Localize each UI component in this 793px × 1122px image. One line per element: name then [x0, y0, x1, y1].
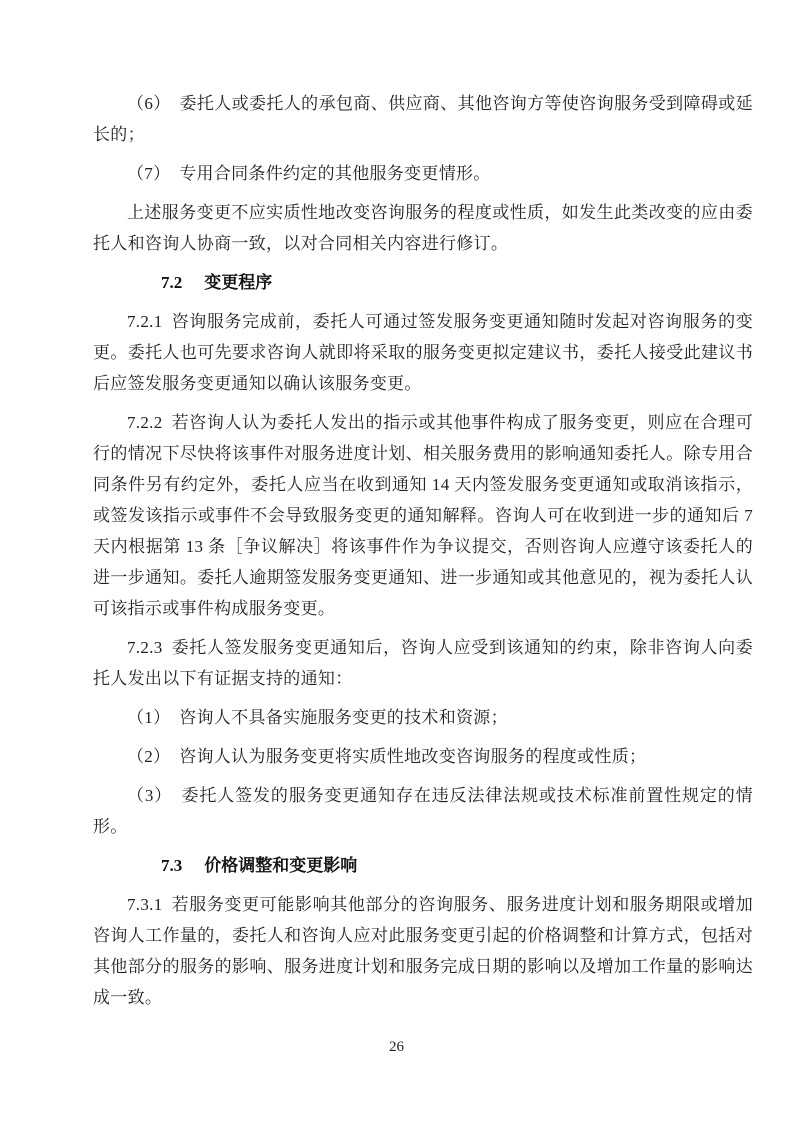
paragraph-7-3-1: 7.3.1 若服务变更可能影响其他部分的咨询服务、服务进度计划和服务期限或增加咨询人工作量的，委托人和咨询人应对此服务变更引起的价格调整和计算方式，包括对其他部分的服务的影响、服务进度计划和服务完成日期的影响以及增加工作量的影响达成一致。: [93, 895, 753, 1007]
clause-item-3: （3） 委托人签发的服务变更通知存在违反法律法规或技术标准前置性规定的情形。: [93, 786, 753, 836]
page-number: 26: [389, 1039, 404, 1055]
paragraph-7-2-2: 7.2.2 若咨询人认为委托人发出的指示或其他事件构成了服务变更，则应在合理可行的情况下尽快将该事件对服务进度计划、相关服务费用的影响通知委托人。除专用合同条件另有约定外，委托人应当在收到通知 14 天内签发服务变更通知或取消该指示，或签发该指示或事件不会导致服务变更的通知解释。咨询人可在收到进一步的通知后 7 天内根据第 13 条［争议解决］将该事件作为争议提交，否则咨询人应遵守该委托人的进一步通知。委托人逾期签发服务变更通知、进一步通知或其他意见的，视为委托人认可该指示或事件构成服务变更。: [93, 413, 753, 618]
clause-item-7: （7） 专用合同条件约定的其他服务变更情形。: [127, 164, 491, 183]
paragraph-7-2-1: 7.2.1 咨询服务完成前，委托人可通过签发服务变更通知随时发起对咨询服务的变更。委托人也可先要求咨询人就即将采取的服务变更拟定建议书，委托人接受此建议书后应签发服务变更通知以确认该服务变更。: [93, 312, 753, 393]
heading-7-3-number: 7.3: [161, 856, 183, 875]
heading-7-3-title: 价格调整和变更影响: [204, 856, 358, 875]
paragraph-service-change-note: 上述服务变更不应实质性地改变咨询服务的程度或性质，如发生此类改变的应由委托人和咨询人协商一致，以对合同相关内容进行修订。: [93, 203, 753, 253]
document-content: [93, 88, 753, 1013]
paragraph-7-2-3: 7.2.3 委托人签发服务变更通知后，咨询人应受到该通知的约束，除非咨询人向委托人发出以下有证据支持的通知：: [93, 638, 753, 688]
heading-7-2-number: 7.2: [161, 273, 183, 292]
clause-item-2: （2） 咨询人认为服务变更将实质性地改变咨询服务的程度或性质；: [127, 747, 647, 766]
heading-7-2: [93, 267, 753, 298]
heading-7-3: [93, 850, 753, 881]
heading-7-2-title: 变更程序: [204, 273, 273, 292]
clause-item-6: （6） 委托人或委托人的承包商、供应商、其他咨询方等使咨询服务受到障碍或延长的；: [93, 94, 753, 144]
clause-item-1: （1） 咨询人不具备实施服务变更的技术和资源；: [127, 708, 508, 727]
